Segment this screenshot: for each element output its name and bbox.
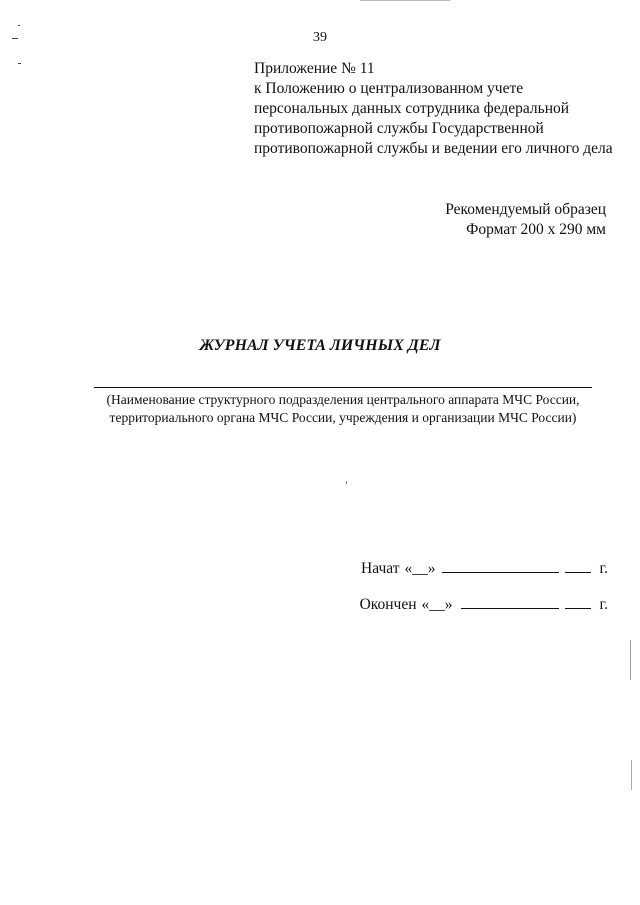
word: сотрудника <box>405 100 480 117</box>
scan-mark-left-2 <box>18 63 21 64</box>
word: данных <box>352 100 402 117</box>
organization-caption-line-2: территориального органа МЧС России, учреждения и организации МЧС России) <box>109 410 577 425</box>
word: федеральной <box>483 100 570 117</box>
scan-mark-right-edge-2 <box>631 760 632 790</box>
sample-label: Рекомендуемый образец <box>445 201 606 218</box>
word: Положению <box>265 80 345 97</box>
word: о <box>348 80 357 97</box>
started-month-blank <box>442 558 559 573</box>
word: к <box>254 80 262 97</box>
word: учете <box>487 80 524 97</box>
ended-year-suffix: г. <box>599 596 608 613</box>
appendix-number: Приложение № 11 <box>254 60 375 77</box>
ended-date-line <box>360 594 608 614</box>
sample-format: Формат 200 х 290 мм <box>466 221 606 238</box>
journal-title: ЖУРНАЛ УЧЕТА ЛИЧНЫХ ДЕЛ <box>199 337 441 354</box>
scan-mark-top <box>18 25 20 26</box>
started-day: «__» <box>404 560 436 577</box>
word: персональных <box>254 100 349 117</box>
ended-day: «__» <box>421 596 453 613</box>
started-date-line <box>361 558 608 578</box>
appendix-line-4 <box>254 119 606 139</box>
started-label: Начат <box>361 560 400 577</box>
appendix-header <box>254 59 613 159</box>
started-year-blank <box>565 558 591 573</box>
ended-year-blank <box>565 594 591 609</box>
ended-label: Окончен <box>359 596 417 613</box>
scan-mark-top-edge <box>360 0 450 1</box>
organization-name-line <box>94 387 592 388</box>
scan-mark-right-edge <box>630 640 631 680</box>
organization-caption-line-1: (Наименование структурного подразделения центрального аппарата МЧС России, <box>106 392 580 407</box>
word: централизованном <box>360 80 484 97</box>
appendix-line-2 <box>254 79 606 99</box>
appendix-line-5: противопожарной службы и ведении его личного дела <box>254 140 613 157</box>
organization-caption <box>94 391 592 427</box>
started-year-suffix: г. <box>599 560 608 577</box>
recommended-sample <box>445 200 606 240</box>
word: противопожарной <box>254 120 373 137</box>
appendix-line-3 <box>254 99 606 119</box>
page-number: 39 <box>313 30 327 45</box>
ended-month-blank <box>461 594 559 609</box>
scan-speck <box>346 481 347 484</box>
word: службы <box>376 120 428 137</box>
word: Государственной <box>431 120 544 137</box>
